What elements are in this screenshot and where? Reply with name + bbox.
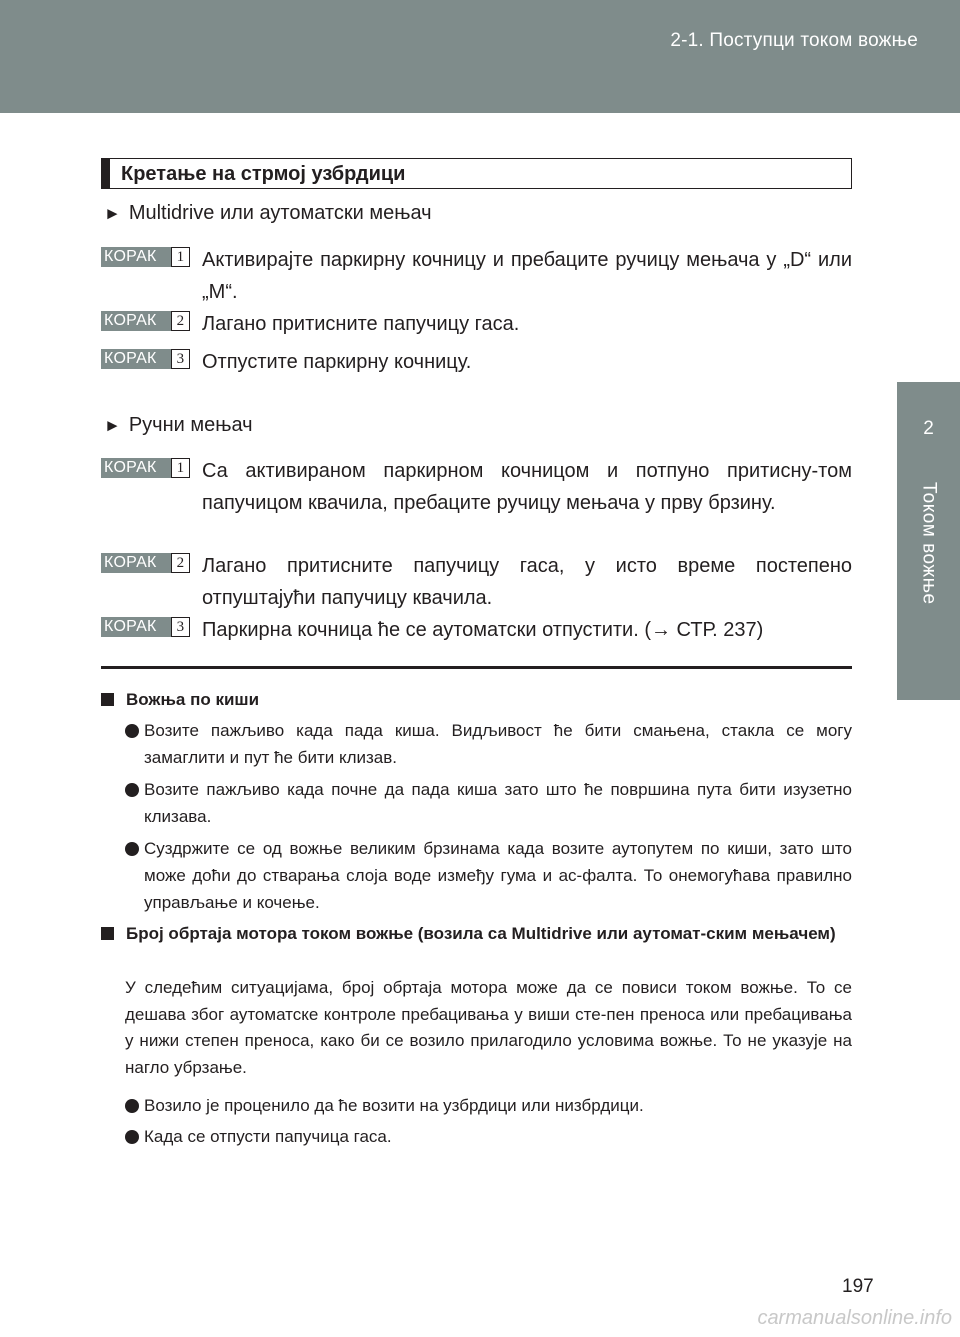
chapter-label: Током вожње [918, 482, 940, 605]
chapter-number: 2 [923, 418, 934, 439]
square-bullet-icon [101, 693, 114, 706]
step-badge: КОРАК 3 [101, 349, 190, 369]
step-badge: КОРАК 1 [101, 247, 190, 267]
step-number: 1 [171, 247, 190, 267]
step-badge: КОРАК 1 [101, 458, 190, 478]
chapter-tab [897, 382, 960, 700]
section-title: Кретање на стрмој узбрдици [121, 163, 406, 185]
section-title-bar [102, 159, 110, 188]
step-text: Са активираном паркирном кочницом и потпуно притисну-том папучицом квачила, пребаците ручицу мењача у прву брзину. [202, 460, 852, 514]
step-text: Лагано притисните папучицу гаса, у исто време постепено отпуштајући папучицу квачила. [202, 555, 852, 609]
step-text: Активирајте паркирну кочницу и пребаците ручицу мењача у „D“ или „M“. [202, 249, 852, 303]
step-badge: КОРАК 3 [101, 617, 190, 637]
subsection-label: ► Ручни мењач [104, 414, 253, 436]
step-text: Лагано притисните папучицу гаса. [202, 313, 520, 335]
watermark: carmanualsonline.info [757, 1307, 952, 1329]
square-bullet-icon [101, 927, 114, 940]
note-paragraph: У следећим ситуацијама, број обртаја мотора може да се повиси током вожње. То се дешава због аутоматске контроле пребацивања у виши сте-пен преноса или пребацивања у нижи степен преноса, како би се возило прилагодило условима вожње. То не указује на нагло убрзање. [125, 978, 852, 1077]
section-divider [101, 666, 852, 669]
bullet-dot-icon [125, 1130, 139, 1144]
bullet-dot-icon [125, 724, 139, 738]
step-text: Паркирна кочница ће се аутоматски отпустити. (→ СТР. 237) [202, 619, 764, 641]
list-item: Возило је проценило да ће возити на узбрдици или низбрдици. [125, 1092, 852, 1119]
triangle-right-icon: ► [104, 204, 121, 223]
step-number: 1 [171, 458, 190, 478]
step-badge: КОРАК 2 [101, 553, 190, 573]
note-heading: Број обртаја мотора током вожње (возила са Multidrive или аутомат-ским мењачем) [101, 922, 852, 946]
step-number: 2 [171, 311, 190, 331]
list-item: Возите пажљиво када пада киша. Видљивост ће бити смањена, стакла се могу замаглити и пут ће бити клизав. [125, 717, 852, 771]
list-item: Суздржите се од вожње великим брзинама када возите аутопутем по киши, зато што може доћи до стварања слоја воде између гума и ас-фалта. То онемогућава правилно управљање и кочење. [125, 835, 852, 916]
page-header [0, 0, 960, 113]
step-number: 3 [171, 617, 190, 637]
bullet-dot-icon [125, 783, 139, 797]
triangle-right-icon: ► [104, 416, 121, 435]
bullet-dot-icon [125, 1099, 139, 1113]
page-number: 197 [842, 1276, 874, 1297]
header-title: 2-1. Поступци током вожње [670, 30, 918, 51]
note-heading: Вожња по киши [101, 688, 852, 712]
step-text: Отпустите паркирну кочницу. [202, 351, 472, 373]
bullet-dot-icon [125, 842, 139, 856]
step-number: 3 [171, 349, 190, 369]
subsection-label: ► Multidrive или аутоматски мењач [104, 202, 432, 224]
step-badge: КОРАК 2 [101, 311, 190, 331]
list-item: Возите пажљиво када почне да пада киша зато што ће површина пута бити изузетно клизава. [125, 776, 852, 830]
list-item: Када се отпусти папучица гаса. [125, 1123, 852, 1150]
step-number: 2 [171, 553, 190, 573]
section-title-box [101, 158, 852, 189]
